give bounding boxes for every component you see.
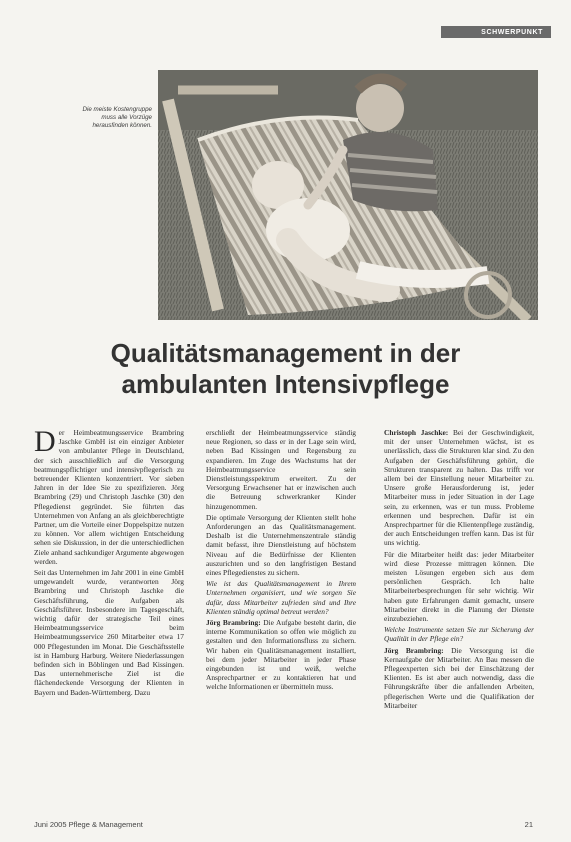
paragraph: erschließt der Heimbeatmungsservice ständig neue Regionen, so dass er in der Lage sein wird, neben Bad Kissingen und Regensburg zu expandieren. Im Zuge des Wachstums hat der Heimbeatmungsservice sein Dienstleistungsspektrum erweitert. Zu der Versorgung Erwachsener hat er inzwischen auch die Betreuung schwerkranker Kinder hinzugenommen. (206, 428, 356, 511)
page-number: 21 (524, 820, 533, 829)
paragraph: Für die Mitarbeiter heißt das: jeder Mitarbeiter wird diese Prozesse mittragen können. Die meisten Lösungen ergeben sich aus dem persönlichen Gespräch. Ich halte Mitarbeiterbesprechungen für sehr wichtig. Wir haben gute Erfahrungen damit gemacht, unsere Mitarbeiter direkt in die Planung der Dienste einzubeziehen. (384, 549, 534, 624)
drop-cap: D (34, 425, 56, 458)
answer-text: Die Aufgabe besteht darin, die interne Kommunikation so offen wie möglich zu gestalten und den Informationsfluss zu sichern. Wir haben ein Qualitätsmanagement installiert, bei dem jeder Mitarbeiter in jeder Phase eingebunden ist und weiß, welche Ansprechpartner er zu kontaktieren hat und welche Informationen er übermitteln muss. (206, 618, 356, 692)
speaker-label: Jörg Brambring: (384, 645, 444, 655)
footer-issue: Juni 2005 Pflege & Management (34, 820, 143, 829)
speaker-label: Christoph Jaschke: (384, 428, 449, 437)
section-tag: SCHWERPUNKT (441, 26, 551, 38)
caption-line: Die meiste Kostengruppe (82, 106, 152, 113)
caption-line: muss alle Vorzüge (101, 114, 152, 121)
interview-answer (206, 618, 356, 692)
paragraph (34, 425, 184, 566)
interview-answer (384, 428, 534, 548)
headline-line: Qualitätsmanagement in der (110, 338, 461, 368)
photo-illustration (158, 70, 538, 320)
caption-line: herausfinden können. (92, 122, 152, 129)
interview-question: Welche Instrumente setzen Sie zur Sicherung der Qualität in der Pflege ein? (384, 625, 534, 644)
speaker-label: Jörg Brambring: (206, 618, 261, 628)
paragraph: Die optimale Versorgung der Klienten stellt hohe Anforderungen an das Qualitätsmanagement. Deshalb ist die Unternehmenszentrale ständig damit befasst, ihre Dienstleistung auf höchstem Niveau auf die Bedürfnisse der Klienten auszurichten und so den langfristigen Bestand eines Pflegedienstes zu sichern. (206, 512, 356, 578)
photo-caption (40, 106, 152, 130)
article-headline (20, 338, 551, 400)
hammock-photo (158, 70, 538, 320)
text-column-2 (206, 428, 356, 694)
paragraph: Seit das Unternehmen im Jahr 2001 in eine GmbH umgewandelt wurde, verantworten Jörg Brambring und Christoph Jaschke die Geschäftsführung, die Aufgaben als Geschäftsführer. Insbesondere im Tagesgeschäft, wichtig dafür der strategische Teil eines Heimbeatmungsservice beim Heimbeatmungsservice 260 Mitarbeiter etwa 17 000 Pflegestunden im Monat. Die Geschäftsstelle ist in Hamburg Harburg. Weitere Niederlassungen befinden sich in Böblingen und Bad Kissingen. Das unternehmerische Ziel ist die flächendeckende Versorgung der Klienten in Bayern und Baden-Württemberg. Dazu (34, 568, 184, 697)
answer-text: Die Versorgung ist die Kernaufgabe der Mitarbeiter. An Bau messen die Pflegeexperten sich bei der Einschätzung der Klienten. Es ist aber auch notwendig, dass die Führungskräfte über die anfallenden Arbeiten, pflegerischen Werte und die Qualifikation der Mitarbeiter (384, 645, 534, 710)
answer-text: Bei der Geschwindigkeit, mit der unser Unternehmen wächst, ist es unerlässlich, dass die Strukturen klar sind. Zu den Aufgaben der Geschäftsführung gehört, die Strukturen transparent zu halten. Das trifft vor allem bei der Einstellung neuer Mitarbeiter zu. Unsere große Herausforderung ist, jeder Mitarbeiter muss in jeder Situation in der Lage sein, zu erkennen, was er tun muss. Probleme erkennen und besprechen. Dafür ist ein Ansprechpartner für die Klientenpflege zuständig, der auch Entscheidungen treffen kann. Das ist für uns wichtig. (384, 428, 534, 548)
text-column-3 (384, 428, 534, 712)
paragraph-text: er Heimbeatmungsservice Brambring Jaschke GmbH ist ein einziger Anbieter von ambulanter Pflege in Deutschland, der sich ausschließlich auf die Versorgung beatmungspflichtiger und intensivpflegerisch zu betreuender Klienten konzentriert. Vor sieben Jahren in der Idee Sie zu spezifizieren. Jörg Brambring (29) und Christoph Jaschke (30) den Pflegedienst gegründet. Sie führten das Unternehmen von Anfang an als gleichberechtigte Partner, um die Vorteile einer Doppelspitze nutzen zu können. Vor allem wichtigen Entscheidung sehen sie Diskussion, in der die unterschiedlichen Ziele anhand sachkundiger Argumente abgewogen werden. (34, 428, 184, 566)
headline-line: ambulanten Intensivpflege (121, 369, 450, 399)
interview-answer (384, 646, 534, 710)
interview-question: Wie ist das Qualitätsmanagement in Ihrem Unternehmen organisiert, und wie sorgen Sie dafür, dass Mitarbeiter zufrieden sind und Ihre Klienten ständig optimal betreut werden? (206, 579, 356, 616)
text-column-1 (34, 425, 184, 699)
